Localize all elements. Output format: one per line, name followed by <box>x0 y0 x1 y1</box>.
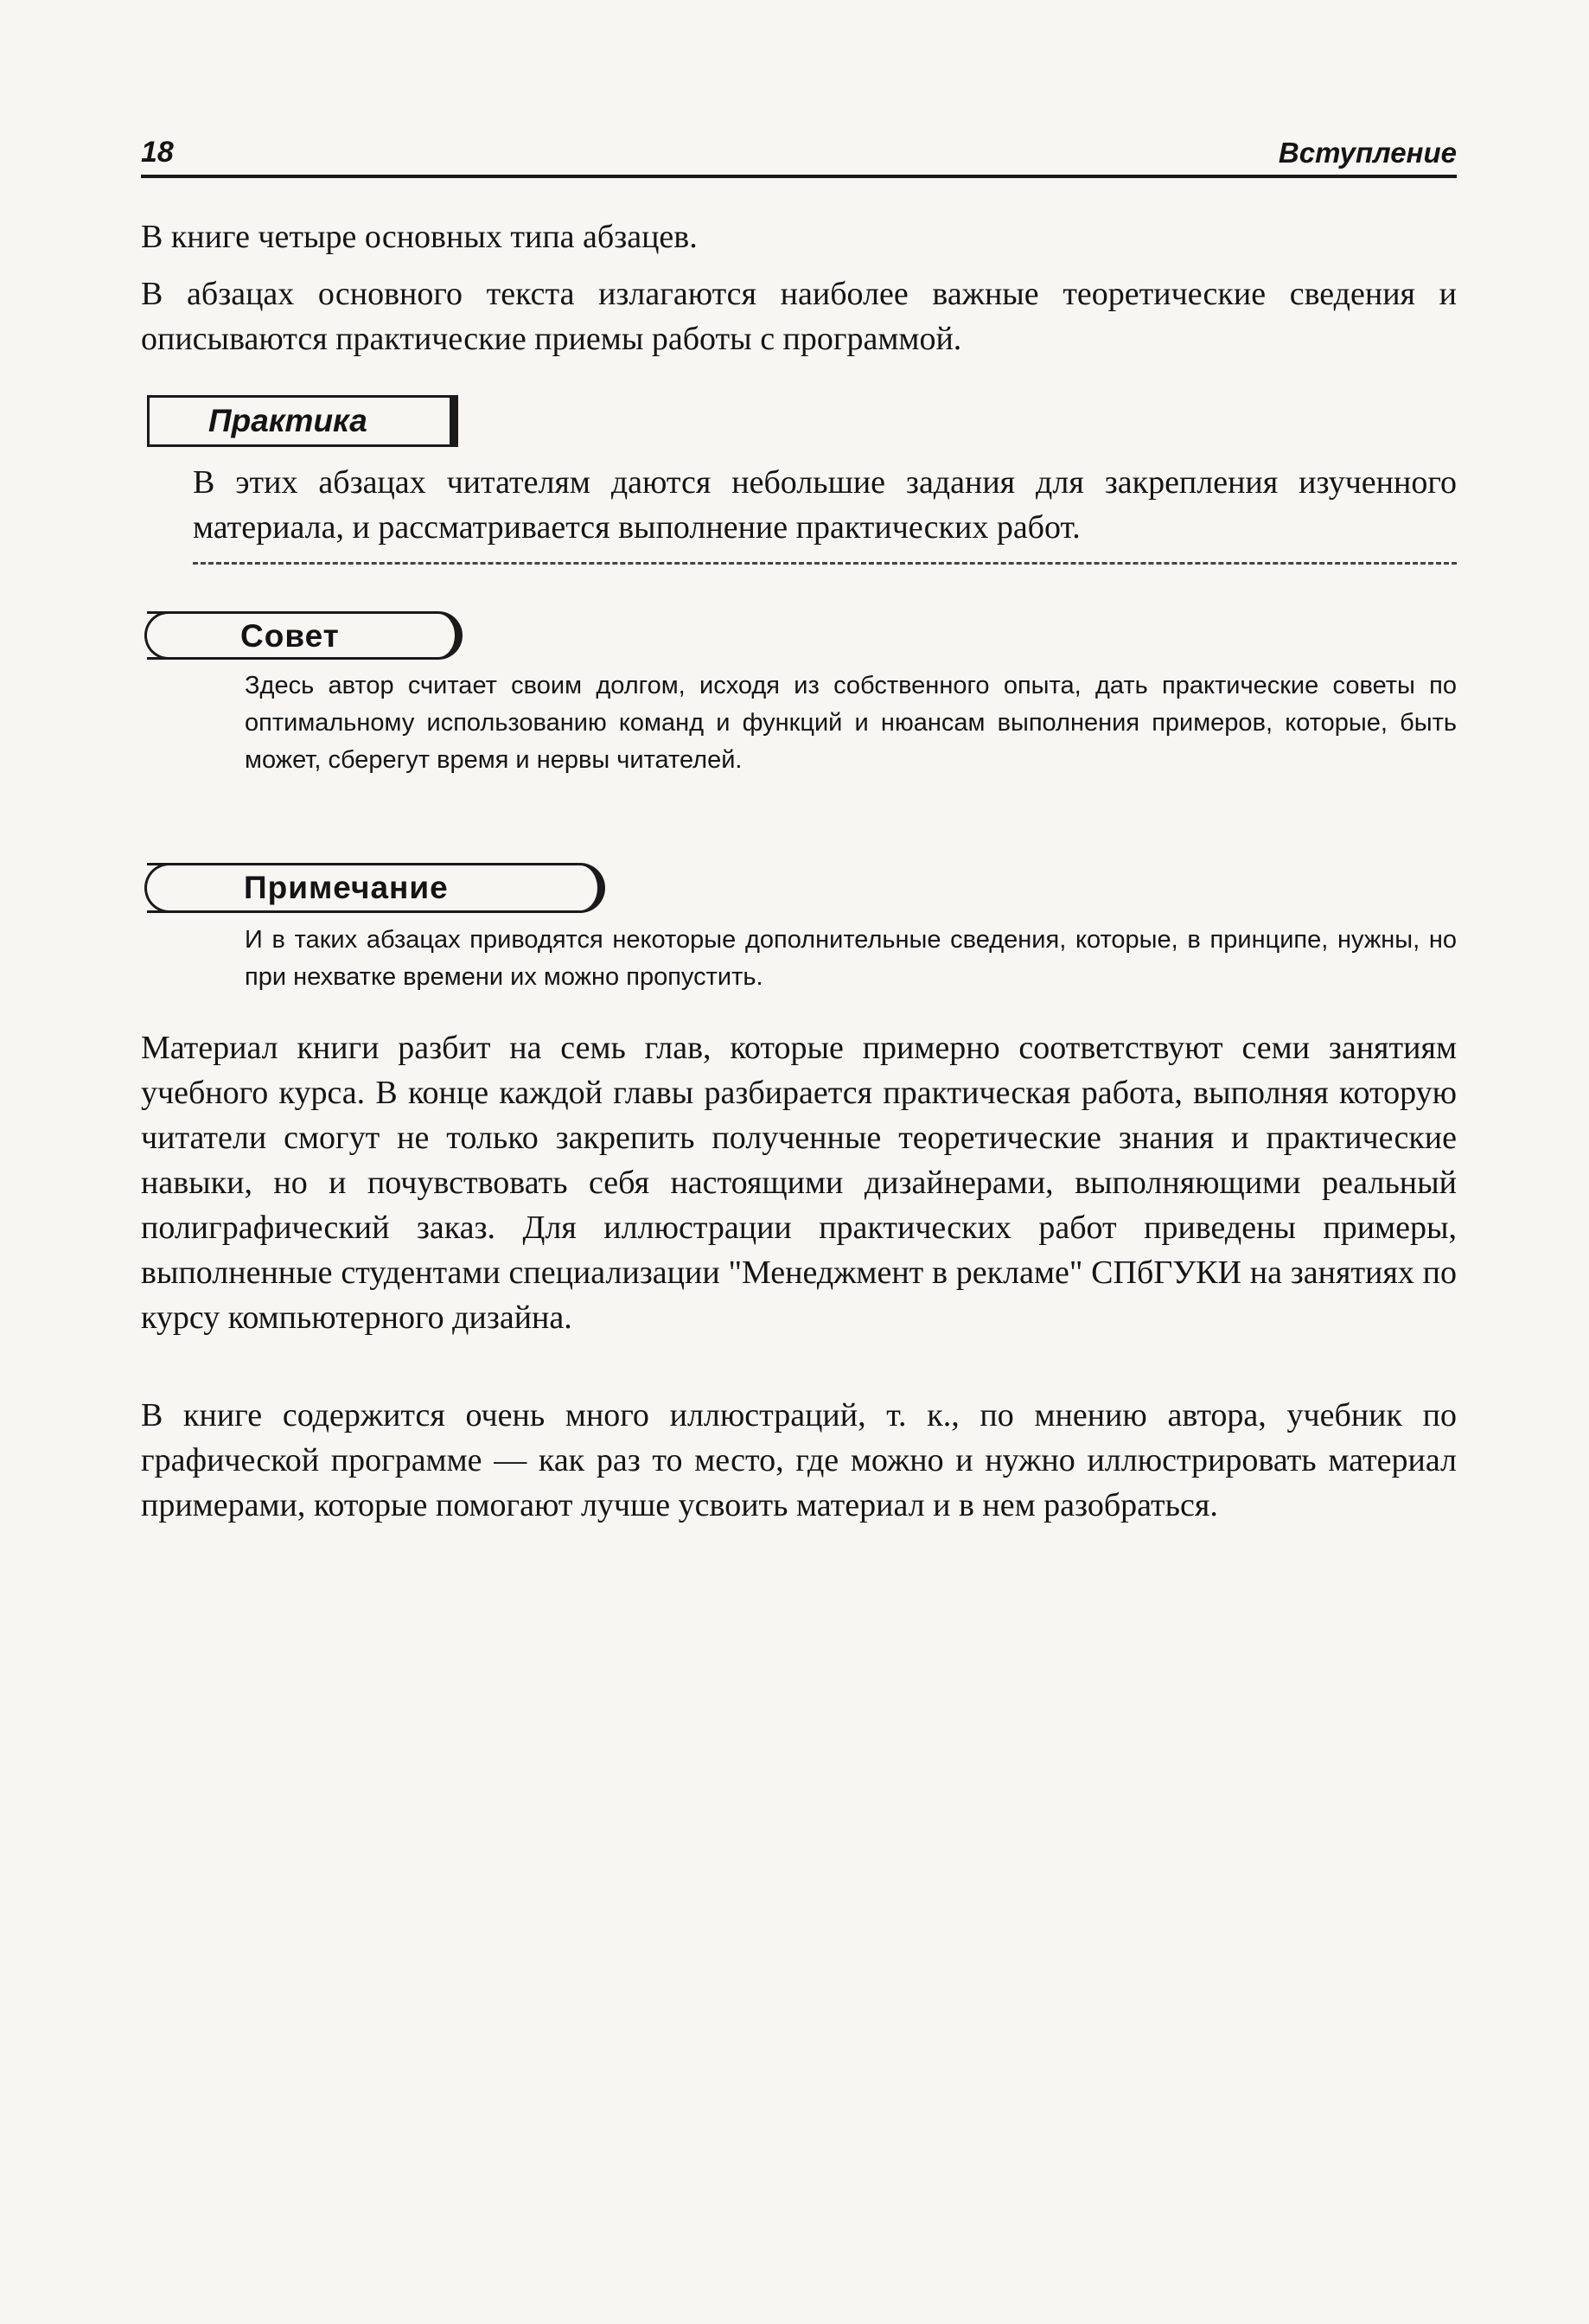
practice-dashed-rule <box>193 562 1457 565</box>
intro-line: В книге четыре основных типа абзацев. <box>141 219 698 255</box>
note-paragraph: И в таких абзацах приводятся некоторые дополнительные сведения, которые, в принципе, нужны, но при нехватке времени их можно пропустить. <box>245 926 1457 991</box>
advice-label-box <box>147 611 463 660</box>
note-label: Примечание <box>244 870 449 905</box>
running-title: Вступление <box>1278 137 1457 169</box>
note-label-box <box>147 863 605 913</box>
practice-label: Практика <box>208 403 367 438</box>
advice-label: Совет <box>240 618 340 654</box>
practice-label-box <box>147 395 458 447</box>
main-text-paragraph: В абзацах основного текста излагаются наиболее важные теоретические сведения и описываются практические приемы работы с программой. <box>141 276 1457 357</box>
advice-paragraph: Здесь автор считает своим долгом, исходя из собственного опыта, дать практические советы по оптимальному использованию команд и функций и нюансам выполнения примеров, которые, быть может, сберегут время и нервы читателей. <box>245 672 1457 774</box>
body-paragraph-1: Материал книги разбит на семь глав, которые примерно соответствуют семи занятиям учебного курса. В конце каждой главы разбирается практическая работа, выполняя которую читатели смогут не только закрепить полученные теоретические знания и практические навыки, но и почувствовать себя настоящими дизайнерами, выполняющими реальный полиграфический заказ. Для иллюстрации практических работ приведены примеры, выполненные студентами специализации "Менеджмент в рекламе" СПбГУКИ на занятиях по курсу компьютерного дизайна. <box>141 1030 1457 1336</box>
page-number: 18 <box>141 136 174 169</box>
body-paragraph-2: В книге содержится очень много иллюстраций, т. к., по мнению автора, учебник по графической программе — как раз то место, где можно и нужно иллюстрировать материал примерами, которые помогают лучше усвоить материал и в нем разобраться. <box>141 1397 1457 1523</box>
page-header <box>141 130 1457 178</box>
practice-paragraph: В этих абзацах читателям даются небольшие задания для закрепления изученного материала, и рассматривается выполнение практических работ. <box>193 464 1457 546</box>
